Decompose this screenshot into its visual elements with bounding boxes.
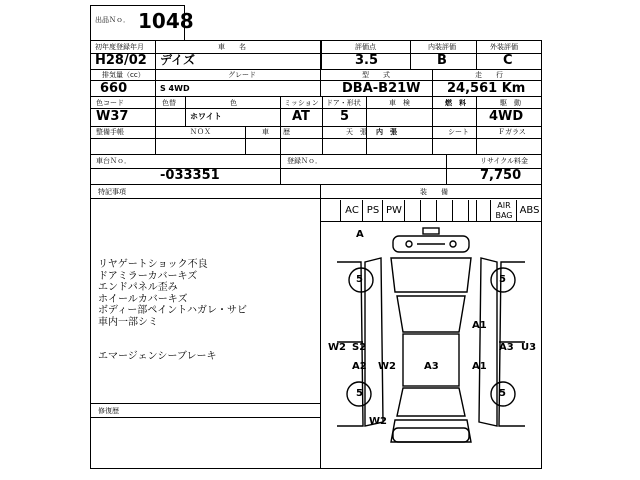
reg-label: 登録Ｎｏ．: [287, 157, 322, 165]
cc-label: 排気量（cc）: [102, 71, 145, 79]
mileage-value: 24,561 Km: [447, 81, 526, 96]
nox-label: ＮＯＸ: [190, 128, 211, 136]
windshield-shape: [397, 296, 465, 332]
name-label: 車 名: [218, 43, 246, 51]
doors-label: ドア・形状: [326, 99, 361, 107]
rear-hatch-shape: [391, 420, 471, 442]
color-code-value: W37: [96, 109, 129, 124]
mark-a2: A2: [352, 361, 367, 372]
interior-panel-label: 内 張: [376, 128, 397, 136]
model-label: 型 式: [362, 71, 390, 79]
note-line: ドアミラーカバーキズ: [98, 270, 198, 282]
note-line: ボディー部ペイントハガレ・サビ: [98, 305, 247, 316]
color-label: 色: [230, 99, 237, 107]
equipment-cell: [404, 200, 421, 221]
roof-shape: [403, 334, 459, 386]
frame-top: [90, 40, 542, 41]
interior-score-label: 内装評価: [428, 43, 456, 51]
note-line: 車内一部シミ: [98, 316, 158, 328]
interior-score-value: B: [437, 53, 447, 68]
chassis-value: -033351: [160, 168, 220, 183]
exterior-score-value: C: [503, 53, 513, 68]
mark-u3: U3: [521, 342, 537, 353]
model-value: DBA-B21W: [342, 81, 421, 96]
color-code-label: 色コード: [96, 99, 124, 107]
year-value: H28/02: [95, 53, 147, 68]
mission-value: AT: [292, 109, 310, 124]
note-line: [98, 340, 247, 352]
mileage-label: 走 行: [475, 71, 503, 79]
score-label: 評価点: [355, 43, 376, 51]
right-side-shape: [479, 258, 497, 426]
mark-tire-fr: 5: [499, 274, 506, 285]
note-line: エンドパネル歪み: [98, 282, 178, 293]
doors-value: 5: [340, 109, 350, 124]
mark-a3-center: A3: [424, 361, 439, 372]
equipment-heading: 装 備: [420, 188, 448, 196]
mission-label: ミッション: [284, 99, 319, 107]
note-line: リヤゲートショック不良: [98, 259, 208, 270]
color-change-label: 色替: [162, 99, 176, 107]
grade-value: S 4WD: [160, 84, 190, 93]
frame-right: [541, 40, 542, 468]
lot-number: 1048: [138, 9, 194, 33]
color-value: ホワイト: [190, 112, 222, 121]
note-line: [98, 328, 247, 340]
drive-value: 4WD: [489, 109, 524, 124]
fuel-label: 燃 料: [445, 99, 466, 107]
notes-list: [98, 259, 247, 363]
equipment-label: BAG: [495, 210, 513, 220]
mark-w2-left: W2: [328, 342, 346, 353]
mark-w2-rear: W2: [369, 416, 387, 427]
hood-shape: [391, 258, 471, 292]
notes-heading: 特記事項: [98, 188, 126, 196]
mark-tire-rl: 5: [356, 388, 363, 399]
mark-tire-rr: 5: [499, 388, 506, 399]
repair-heading: 修復歴: [98, 407, 119, 415]
mark-a3-right: A3: [499, 342, 514, 353]
headlight-left-shape: [406, 241, 412, 247]
equipment-cell: ABS: [516, 200, 542, 221]
mark-a1-upper: A1: [472, 320, 487, 331]
rear-window-shape: [397, 388, 465, 416]
mark-a1-lower: A1: [472, 361, 487, 372]
seat-label: シート: [448, 128, 469, 136]
inspection-label: 車 検: [389, 99, 410, 107]
equipment-cell: [436, 200, 453, 221]
note-line: エマージェンシーブレーキ: [98, 351, 217, 362]
equipment-cell: [490, 200, 517, 221]
equipment-cell: AC: [340, 200, 363, 221]
equipment-cell: [420, 200, 437, 221]
manual-label: 整備手帳: [96, 128, 124, 136]
score-value: 3.5: [355, 53, 379, 68]
recycle-value: 7,750: [480, 168, 522, 183]
equipment-label: AIR: [497, 200, 511, 210]
history-label: 車 歴: [262, 128, 290, 136]
equipment-cell: [476, 200, 491, 221]
rear-bumper-shape: [393, 428, 469, 442]
exterior-score-label: 外装評価: [490, 43, 518, 51]
drive-label: 駆 動: [500, 99, 521, 107]
cc-value: 660: [100, 81, 128, 96]
chassis-label: 車台Ｎｏ．: [96, 157, 131, 165]
mark-w2-center: W2: [378, 361, 396, 372]
roof-label: 天 張: [346, 128, 367, 136]
headlight-right-shape: [450, 241, 456, 247]
left-side-shape: [365, 258, 383, 426]
equipment-cell: PS: [362, 200, 383, 221]
recycle-label: リサイクル料金: [480, 157, 529, 165]
note-line: ホイールカバーキズ: [98, 293, 188, 305]
lot-label: 出品Ｎｏ．: [95, 16, 130, 24]
equipment-cell: [452, 200, 469, 221]
mark-front: A: [356, 229, 364, 240]
equipment-cell: PW: [382, 200, 405, 221]
car-name-value: デイズ: [160, 53, 196, 67]
grade-label: グレード: [228, 71, 256, 79]
frame-bottom: [90, 468, 542, 469]
mark-s2: S2: [352, 342, 367, 353]
year-label: 初年度登録年月: [95, 43, 144, 51]
mark-tire-fl: 5: [356, 274, 363, 285]
glass-label: Ｆガラス: [498, 128, 526, 136]
